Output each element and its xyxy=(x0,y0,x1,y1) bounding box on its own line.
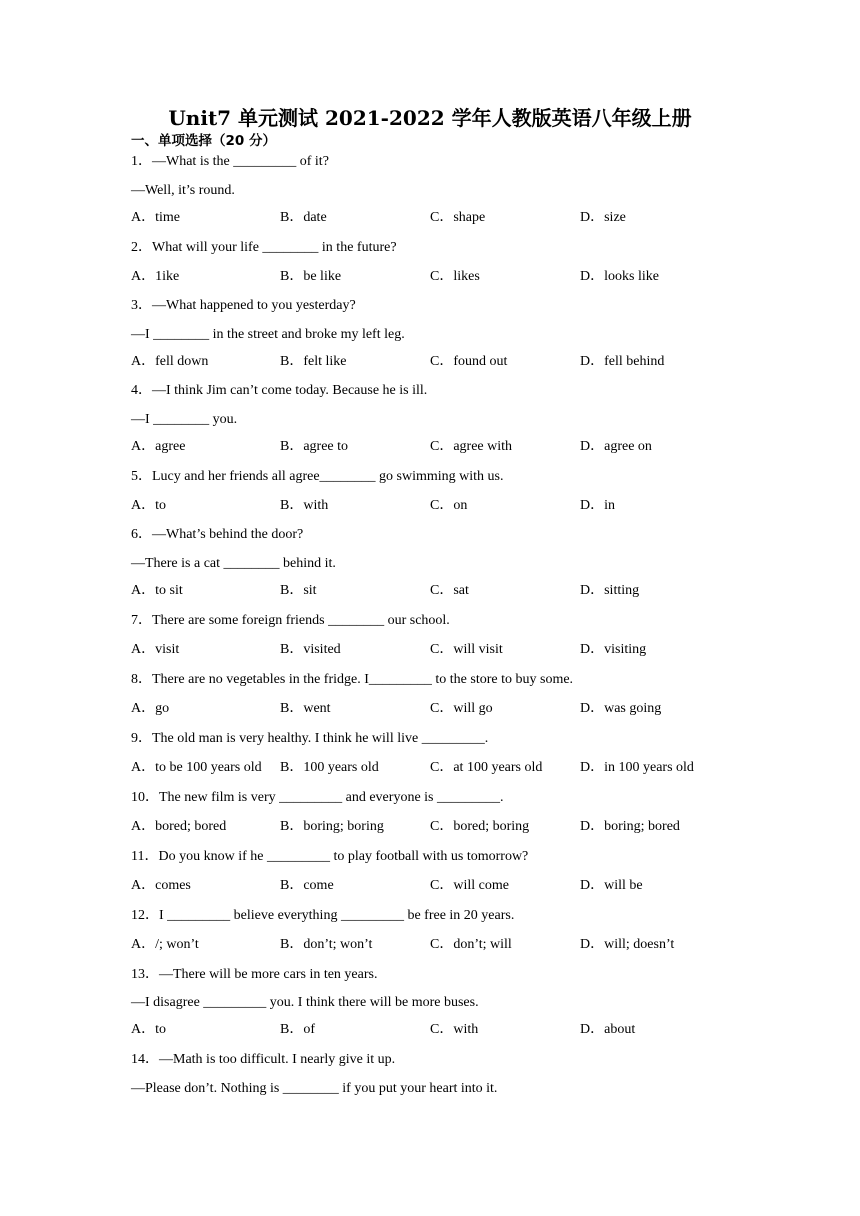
question-stem: 2．What will your life ________ in the future? xyxy=(131,240,397,255)
option-b: B．went xyxy=(280,701,331,716)
option-c: C．at 100 years old xyxy=(430,760,543,775)
question-line: —I ________ you. xyxy=(131,412,238,427)
option-c: C．likes xyxy=(430,269,480,284)
options-row xyxy=(0,936,860,954)
option-b: B．boring; boring xyxy=(280,819,384,834)
option-d: D．boring; bored xyxy=(580,819,680,834)
options-row xyxy=(0,641,860,659)
option-c: C．found out xyxy=(430,354,508,369)
option-a: A．bored; bored xyxy=(131,819,227,834)
question-stem: 14．—Math is too difficult. I nearly give it up. xyxy=(131,1052,396,1067)
options-row xyxy=(0,582,860,600)
option-c: C．will go xyxy=(430,701,493,716)
option-c: C．shape xyxy=(430,210,486,225)
option-b: B．felt like xyxy=(280,354,347,369)
option-a: A．/; won’t xyxy=(131,937,199,952)
option-c: C．will visit xyxy=(430,642,503,657)
question-line: —Well, it’s round. xyxy=(131,183,235,198)
option-b: B．100 years old xyxy=(280,760,379,775)
option-b: B．sit xyxy=(280,583,317,598)
option-c: C．with xyxy=(430,1022,479,1037)
option-a: A．1ike xyxy=(131,269,180,284)
option-c: C．sat xyxy=(430,583,469,598)
options-row xyxy=(0,209,860,227)
option-d: D．sitting xyxy=(580,583,640,598)
option-b: B．be like xyxy=(280,269,342,284)
option-c: C．on xyxy=(430,498,468,513)
question-line: —There is a cat ________ behind it. xyxy=(131,556,336,571)
option-d: D．about xyxy=(580,1022,636,1037)
question-line: —I disagree _________ you. I think there will be more buses. xyxy=(131,995,479,1010)
option-d: D．in 100 years old xyxy=(580,760,694,775)
question-stem: 10．The new film is very _________ and everyone is _________. xyxy=(131,790,504,805)
option-b: B．agree to xyxy=(280,439,349,454)
options-row xyxy=(0,877,860,895)
question-stem: 7．There are some foreign friends ________ our school. xyxy=(131,613,450,628)
question-stem: 9．The old man is very healthy. I think he will live _________. xyxy=(131,731,489,746)
option-d: D．was going xyxy=(580,701,662,716)
option-a: A．go xyxy=(131,701,170,716)
option-d: D．will be xyxy=(580,878,643,893)
option-a: A．to sit xyxy=(131,583,183,598)
option-a: A．to xyxy=(131,498,166,513)
option-a: A．visit xyxy=(131,642,180,657)
options-row xyxy=(0,438,860,456)
question-stem: 8．There are no vegetables in the fridge. I_________ to the store to buy some. xyxy=(131,672,574,687)
option-a: A．time xyxy=(131,210,180,225)
section-heading: 一、单项选择（20 分） xyxy=(131,133,276,149)
question-stem: 4．—I think Jim can’t come today. Because he is ill. xyxy=(131,383,428,398)
option-d: D．visiting xyxy=(580,642,647,657)
question-stem: 13．—There will be more cars in ten years. xyxy=(131,967,378,982)
option-d: D．in xyxy=(580,498,615,513)
options-row xyxy=(0,818,860,836)
option-b: B．of xyxy=(280,1022,315,1037)
question-stem: 3．—What happened to you yesterday? xyxy=(131,298,356,313)
question-stem: 1．—What is the _________ of it? xyxy=(131,154,329,169)
option-b: B．with xyxy=(280,498,329,513)
option-b: B．come xyxy=(280,878,334,893)
option-b: B．don’t; won’t xyxy=(280,937,373,952)
options-row xyxy=(0,268,860,286)
option-d: D．size xyxy=(580,210,626,225)
option-c: C．bored; boring xyxy=(430,819,530,834)
option-b: B．visited xyxy=(280,642,341,657)
question-line: —Please don’t. Nothing is ________ if you put your heart into it. xyxy=(131,1081,498,1096)
option-d: D．looks like xyxy=(580,269,659,284)
option-a: A．to be 100 years old xyxy=(131,760,262,775)
option-d: D．will; doesn’t xyxy=(580,937,675,952)
question-stem: 5．Lucy and her friends all agree________ go swimming with us. xyxy=(131,469,504,484)
option-d: D．agree on xyxy=(580,439,652,454)
options-row xyxy=(0,497,860,515)
option-c: C．will come xyxy=(430,878,509,893)
option-a: A．fell down xyxy=(131,354,209,369)
option-a: A．to xyxy=(131,1022,166,1037)
option-a: A．comes xyxy=(131,878,191,893)
option-b: B．date xyxy=(280,210,327,225)
options-row xyxy=(0,1021,860,1039)
option-d: D．fell behind xyxy=(580,354,665,369)
option-c: C．don’t; will xyxy=(430,937,512,952)
question-stem: 12．I _________ believe everything _________ be free in 20 years. xyxy=(131,908,515,923)
option-a: A．agree xyxy=(131,439,186,454)
question-line: —I ________ in the street and broke my left leg. xyxy=(131,327,405,342)
question-stem: 11．Do you know if he _________ to play football with us tomorrow? xyxy=(131,849,529,864)
option-c: C．agree with xyxy=(430,439,513,454)
options-row xyxy=(0,700,860,718)
document-title: Unit7 单元测试 2021-2022 学年人教版英语八年级上册 xyxy=(168,106,692,130)
question-stem: 6．—What’s behind the door? xyxy=(131,527,304,542)
options-row xyxy=(0,353,860,371)
options-row xyxy=(0,759,860,777)
